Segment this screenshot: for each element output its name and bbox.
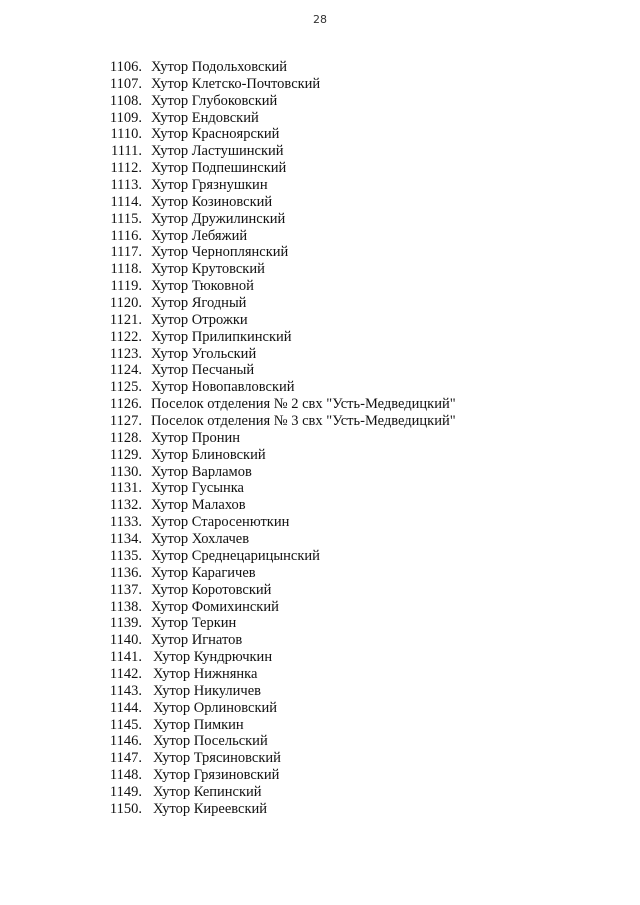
entry-name: Хутор Никуличев [153,682,261,699]
list-item [0,480,640,497]
entry-name: Хутор Орлиновский [153,699,278,716]
entry-number: 1127. [109,413,142,430]
list-item [0,295,640,312]
entry-number: 1129. [109,446,142,463]
entry-number: 1146. [109,733,142,750]
entry-number: 1149. [109,783,142,800]
entry-name: Хутор Козиновский [151,193,273,210]
entry-number: 1106. [109,59,142,75]
list-item [0,497,640,514]
entry-number: 1142. [109,665,142,682]
entry-name: Хутор Гусынка [151,480,244,497]
entry-number: 1121. [109,311,142,328]
list-item [0,582,640,599]
entry-name: Хутор Песчаный [151,362,255,379]
list-item [0,615,640,632]
list-item [0,76,640,93]
list-item [0,93,640,110]
entry-name: Хутор Карагичев [151,564,256,581]
entry-name: Хутор Грязнушкин [151,177,268,194]
list-item [0,312,640,329]
page-number: 28 [313,13,327,26]
entry-name: Хутор Посельский [153,733,268,750]
list-item [0,565,640,582]
entry-name: Хутор Кепинский [153,783,262,800]
entry-name: Хутор Угольский [151,345,257,362]
entry-number: 1123. [109,345,142,362]
list-item [0,447,640,464]
list-item [0,767,640,784]
list-item [0,733,640,750]
entry-name: Хутор Пимкин [153,716,244,733]
entry-name: Хутор Теркин [151,615,237,632]
entry-number: 1125. [109,379,142,396]
entry-name: Хутор Подпешинский [151,160,287,177]
list-item [0,717,640,734]
list-item [0,110,640,127]
list-item [0,599,640,616]
list-item [0,750,640,767]
entry-number: 1136. [109,564,142,581]
list-item [0,649,640,666]
entry-name: Хутор Киреевский [153,800,268,817]
entry-number: 1122. [109,328,142,345]
entry-name: Хутор Грязиновский [153,767,280,784]
entry-number: 1130. [109,463,142,480]
settlement-list [0,59,640,818]
entry-number: 1148. [109,767,142,784]
entry-name: Хутор Ендовский [151,109,259,126]
list-item [0,430,640,447]
list-item [0,228,640,245]
list-item [0,329,640,346]
list-item [0,59,640,76]
entry-name: Хутор Отрожки [151,311,248,328]
list-item [0,784,640,801]
entry-name: Хутор Ластушинский [151,143,284,160]
entry-number: 1132. [109,497,142,514]
list-item [0,683,640,700]
list-item [0,514,640,531]
entry-name: Хутор Крутовский [151,261,265,278]
entry-number: 1113. [110,177,142,194]
entry-name: Хутор Краснoярский [151,126,280,143]
list-item [0,666,640,683]
list-item [0,700,640,717]
list-item [0,548,640,565]
entry-name: Хутор Пронин [151,429,240,446]
entry-name: Хутор Трясиновский [153,750,281,767]
entry-number: 1145. [109,716,142,733]
list-item [0,126,640,143]
entry-number: 1134. [109,531,142,548]
list-item [0,211,640,228]
entry-number: 1120. [109,295,142,312]
list-item [0,160,640,177]
entry-number: 1116. [110,227,142,244]
list-item [0,413,640,430]
entry-number: 1111. [110,143,142,160]
entry-name: Хутор Варламов [151,463,252,480]
list-item [0,261,640,278]
entry-number: 1118. [110,261,142,278]
entry-number: 1144. [109,699,142,716]
list-item [0,346,640,363]
entry-number: 1119. [110,278,142,295]
entry-number: 1109. [109,109,142,126]
entry-number: 1117. [110,244,142,261]
entry-name: Хутор Блиновский [151,446,266,463]
list-item [0,396,640,413]
entry-name: Хутор Нижнянка [153,665,258,682]
entry-number: 1141. [109,649,142,666]
entry-name: Хутор Ягодный [151,295,247,312]
entry-number: 1112. [110,160,142,177]
list-item [0,632,640,649]
list-item [0,379,640,396]
entry-number: 1135. [109,547,142,564]
entry-number: 1108. [109,92,142,109]
list-item [0,362,640,379]
entry-number: 1131. [109,480,142,497]
entry-number: 1133. [109,514,142,531]
entry-number: 1124. [109,362,142,379]
entry-name: Поселок отделения № 2 свх "Усть-Медведицкий" [151,396,456,413]
entry-number: 1138. [109,598,142,615]
entry-name: Хутор Игнатов [151,632,243,649]
entry-number: 1150. [109,800,142,817]
entry-name: Поселок отделения № 3 свх "Усть-Медведицкий" [151,413,456,430]
entry-name: Хутор Клетско-Почтовский [151,75,321,92]
list-item [0,194,640,211]
entry-name: Хутор Прилипкинский [151,328,292,345]
entry-name: Хутор Лебяжий [151,227,248,244]
entry-number: 1126. [109,396,142,413]
entry-name: Хутор Черноплянский [151,244,289,261]
entry-name: Хутор Тюковной [151,278,254,295]
list-item [0,177,640,194]
entry-number: 1114. [110,193,142,210]
entry-name: Хутор Малахов [151,497,246,514]
list-item [0,143,640,160]
entry-number: 1107. [109,75,142,92]
entry-name: Хутор Подольховский [151,59,288,75]
entry-name: Хутор Фомихинский [151,598,279,615]
list-item [0,801,640,818]
entry-name: Хутор Дружилинский [151,210,286,227]
entry-name: Хутор Хохлачев [151,531,250,548]
entry-name: Хутор Коротовский [151,581,272,598]
entry-number: 1143. [109,682,142,699]
list-item [0,531,640,548]
entry-number: 1110. [110,126,142,143]
entry-name: Хутор Новопавловский [151,379,295,396]
entry-name: Хутор Среднецарицынский [151,547,320,564]
entry-number: 1128. [109,429,142,446]
entry-number: 1147. [109,750,142,767]
entry-name: Хутор Кундрючкин [153,649,273,666]
entry-number: 1115. [110,210,142,227]
entry-name: Хутор Старосенюткин [151,514,290,531]
list-item [0,278,640,295]
list-item [0,464,640,481]
entry-name: Хутор Глубоковский [151,92,278,109]
entry-number: 1137. [109,581,142,598]
entry-number: 1140. [109,632,142,649]
entry-number: 1139. [109,615,142,632]
list-item [0,244,640,261]
